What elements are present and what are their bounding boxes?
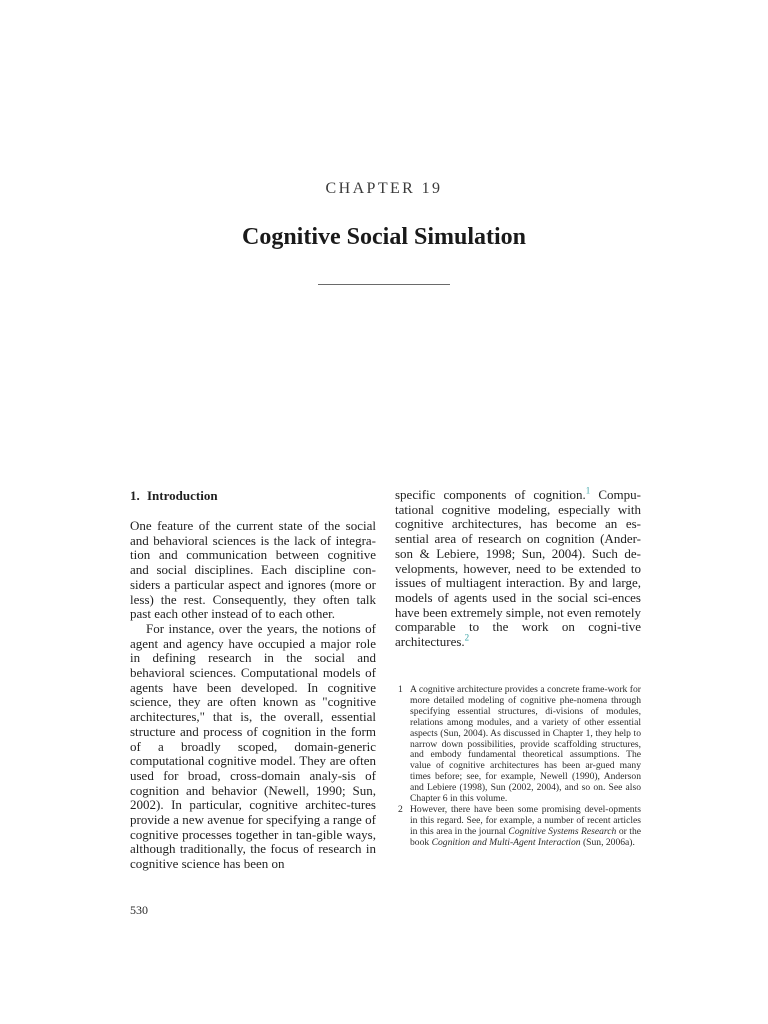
footnote-number: 2 <box>398 803 403 815</box>
chapter-label: CHAPTER 19 <box>325 180 443 197</box>
paragraph-3 <box>395 485 641 650</box>
footnote-text-a: However, there have been some promising devel-opments in this regard. See, for example, a number of recent articles in this area in the journal <box>410 803 641 837</box>
title-divider <box>318 284 450 285</box>
footnote-text-c: (Sun, 2006a). <box>580 836 635 848</box>
footnote-2 <box>398 805 641 849</box>
paragraph-3-part-2: Compu-tational cognitive modeling, especially with cognitive architectures, has become an es-sential area of research on cognition (Ander-son & Lebiere, 1998; Sun, 2004). Such de-velopments, however, need to be extended to issues of multiagent interaction. By and large, models of agents used in the social sci-ences have been extremely simple, not even remotely comparable to the work on cogni-tive architectures. <box>395 487 641 650</box>
book-title: Cognition and Multi-Agent Interaction <box>431 836 581 848</box>
section-heading <box>130 488 376 504</box>
footnote-text: A cognitive architecture provides a concrete frame-work for more detailed modeling of cognitive phe-nomena through specifying essential structures, di-visions of modules, relations among modules, and a variety of other essential aspects (Sun, 2004). As discussed in Chapter 1, they help to narrow down possibilities, provide scaffolding structures, and embody fundamental theoretical assumptions. The value of cognitive architectures has been ar-gued many times before; see, for example, Newell (1990), Anderson and Lebiere (1998), Sun (2002, 2004), and so on. See also Chapter 6 in this volume. <box>410 684 641 805</box>
footnote-text <box>410 805 641 849</box>
footnote-ref-2[interactable]: 2 <box>464 632 470 643</box>
footnotes <box>398 685 641 849</box>
footnote-number: 1 <box>398 684 403 695</box>
chapter-title: Cognitive Social Simulation <box>241 224 527 250</box>
right-column <box>395 485 641 650</box>
page-number: 530 <box>130 903 148 917</box>
paragraph-2: For instance, over the years, the notions of agent and agency have occupied a major role in defining research in the social and behavioral sciences. Computational models of agents have been developed. In cognitive science, they are often known as "cognitive architectures," that is, the overall, essential structure and process of cognition in the form of a broadly scoped, domain-generic computational cognitive model. They are often used for broad, cross-domain analy-sis of cognition and behavior (Newell, 1990; Sun, 2002). In particular, cognitive architec-tures provide a new avenue for specifying a range of cognitive processes together in tan-gible ways, although traditionally, the focus of research in cognitive science has been on <box>130 620 376 872</box>
left-column <box>130 488 376 872</box>
paragraph-1: One feature of the current state of the social and behavioral sciences is the lack of integra-tion and communication between cognitive and social disciplines. Each discipline con-siders a particular aspect and ignores (more or less) the rest. Consequently, they often talk past each other instead of to each other. <box>130 518 376 622</box>
journal-title: Cognitive Systems Research <box>508 825 617 837</box>
footnote-text-b: or the book <box>410 825 641 848</box>
footnote-1 <box>398 685 641 805</box>
footnote-ref-1[interactable]: 1 <box>585 485 591 496</box>
paragraph-3-part-1: specific components of cognition. <box>395 487 586 502</box>
section-number: 1. <box>130 488 140 503</box>
section-title: Introduction <box>147 488 218 503</box>
